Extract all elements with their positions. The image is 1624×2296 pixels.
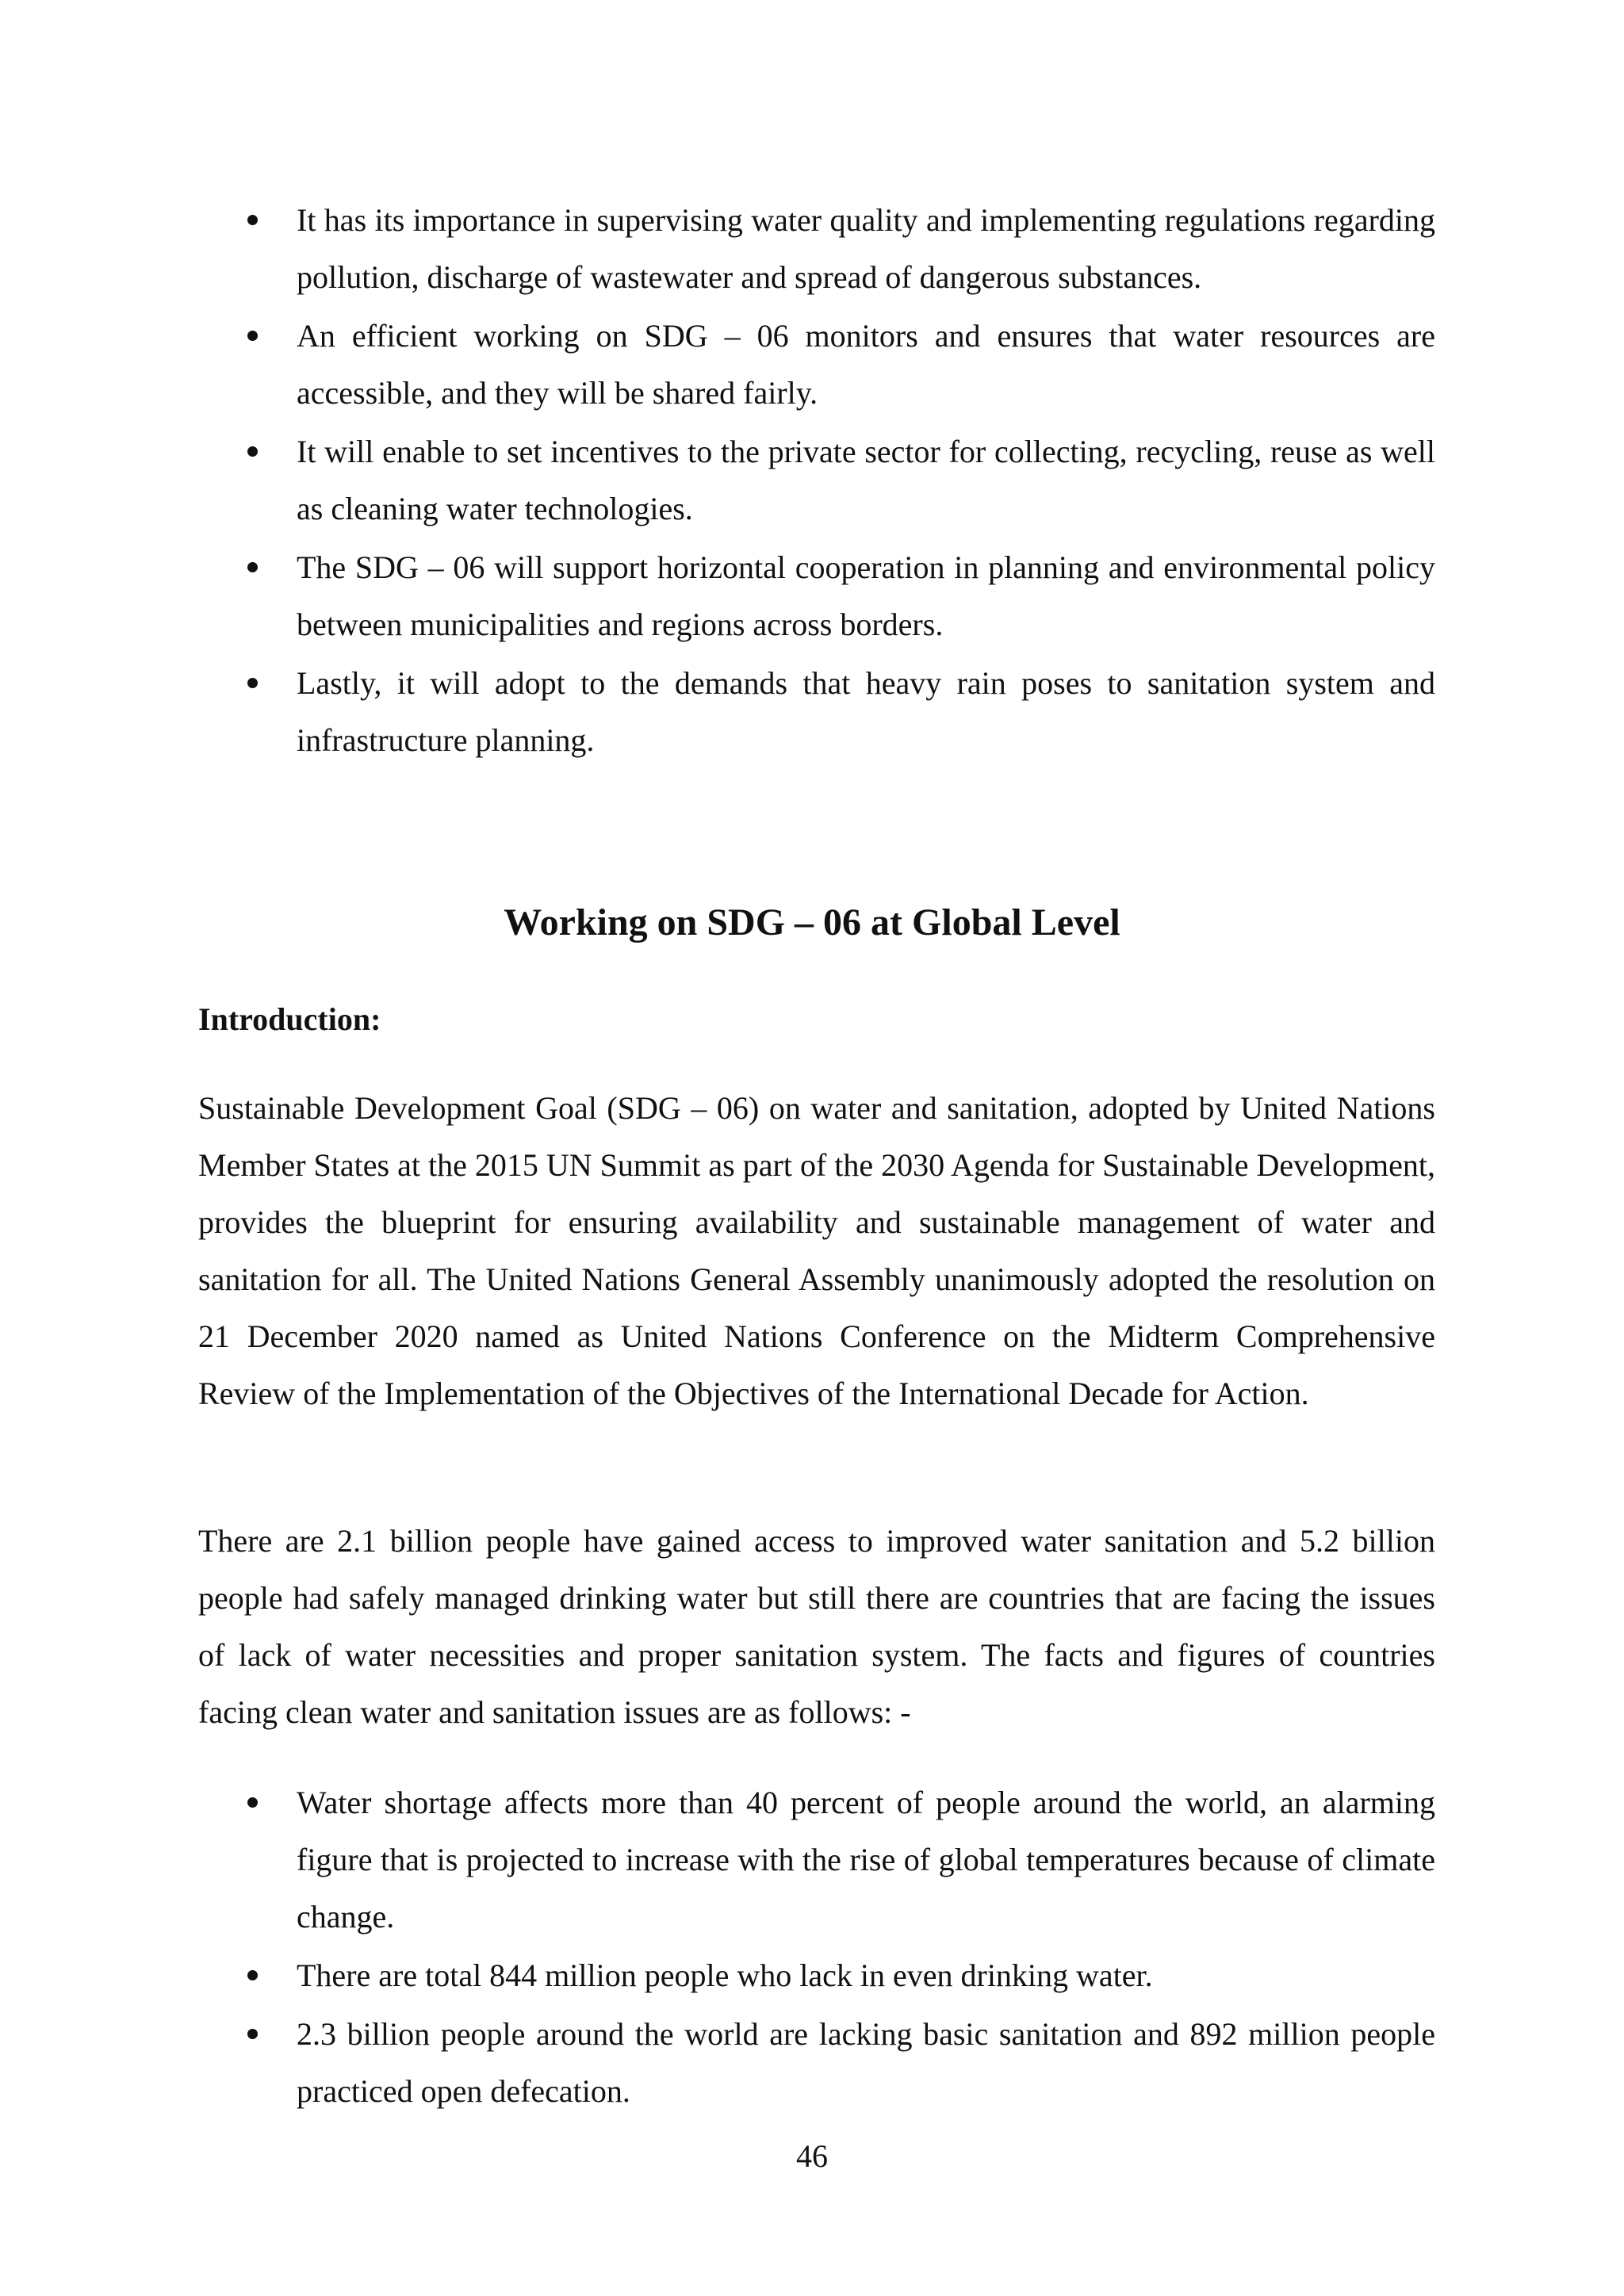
introduction-label: Introduction: bbox=[198, 1001, 381, 1037]
list-item bbox=[198, 308, 1435, 422]
bullet-text: An efficient working on SDG – 06 monitors and ensures that water resources are accessible, and they will be shared fairly. bbox=[297, 318, 1435, 411]
bullet-icon bbox=[247, 2029, 258, 2039]
list-item bbox=[198, 2006, 1435, 2120]
bullet-text: 2.3 billion people around the world are lacking basic sanitation and 892 million people practiced open defecation. bbox=[297, 2016, 1435, 2109]
bullet-text: There are total 844 million people who lack in even drinking water. bbox=[297, 1957, 1153, 1993]
list-item bbox=[198, 1774, 1435, 1946]
bullet-icon bbox=[247, 331, 258, 341]
section-heading: Working on SDG – 06 at Global Level bbox=[504, 901, 1120, 943]
bullet-icon bbox=[247, 562, 258, 572]
list-item bbox=[198, 539, 1435, 653]
bullet-icon bbox=[247, 678, 258, 688]
intro-paragraph: Sustainable Development Goal (SDG – 06) on water and sanitation, adopted by United Nations Member States at the 2015 UN Summit as part of the 2030 Agenda for Sustainable Development, provides the blueprint for ensuring availability and sustainable management of water and sanitation for all. The United Nations General Assembly unanimously adopted the resolution on 21 December 2020 named as United Nations Conference on the Midterm Comprehensive Review of the Implementation of the Objectives of the International Decade for Action. bbox=[198, 1090, 1435, 1411]
bottom-bullet-list bbox=[198, 1774, 1435, 2122]
bullet-icon bbox=[247, 446, 258, 457]
bullet-icon bbox=[247, 1797, 258, 1808]
facts-paragraph: There are 2.1 billion people have gained access to improved water sanitation and 5.2 billion people had safely managed drinking water but still there are countries that are facing the issues of lack of water necessities and proper sanitation system. The facts and figures of countries facing clean water and sanitation issues are as follows: - bbox=[198, 1523, 1435, 1730]
bullet-text: Lastly, it will adopt to the demands that heavy rain poses to sanitation system and infrastructure planning. bbox=[297, 665, 1435, 758]
bullet-icon bbox=[247, 1970, 258, 1980]
bullet-icon bbox=[247, 215, 258, 225]
page-number: 46 bbox=[796, 2138, 828, 2174]
bullet-text: The SDG – 06 will support horizontal cooperation in planning and environmental policy between municipalities and regions across borders. bbox=[297, 549, 1435, 642]
bullet-text: It has its importance in supervising water quality and implementing regulations regarding pollution, discharge of wastewater and spread of dangerous substances. bbox=[297, 202, 1435, 295]
list-item bbox=[198, 192, 1435, 306]
bullet-text: It will enable to set incentives to the private sector for collecting, recycling, reuse as well as cleaning water technologies. bbox=[297, 434, 1435, 526]
list-item bbox=[198, 423, 1435, 538]
list-item bbox=[198, 1947, 1435, 2004]
top-bullet-list bbox=[198, 192, 1435, 771]
list-item bbox=[198, 655, 1435, 769]
bullet-text: Water shortage affects more than 40 percent of people around the world, an alarming figure that is projected to increase with the rise of global temperatures because of climate change. bbox=[297, 1785, 1435, 1934]
